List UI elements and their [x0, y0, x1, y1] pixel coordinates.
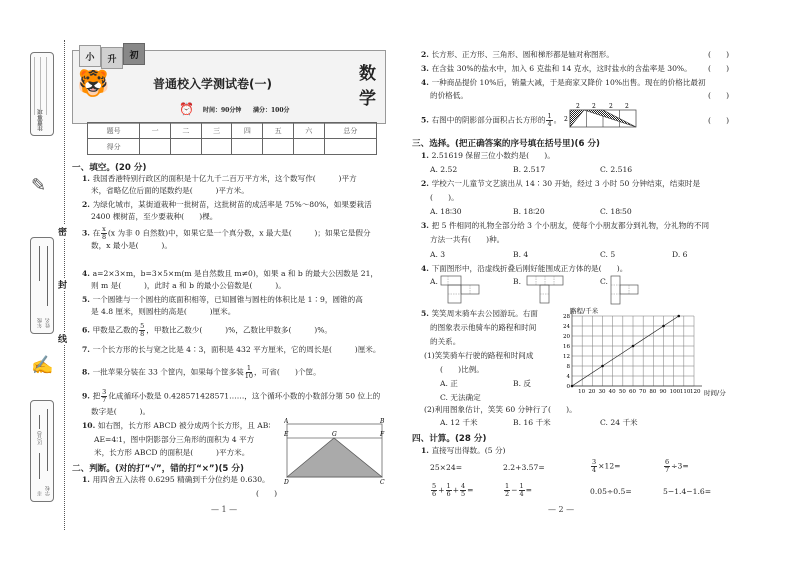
section-4-heading: 四、计算。(28 分) [412, 434, 487, 444]
shaded-right-triangle [584, 110, 636, 127]
width-label: 2 [609, 103, 613, 110]
calc-item: $\frac{6}{7}$ ÷3= [665, 458, 689, 474]
choice-q2-line1: 2. 学校六一儿童节文艺演出从 14∶30 开始，经过 3 小时 50 分钟结束，结束时是 [421, 179, 701, 188]
x-tick-label: 20 [588, 389, 596, 395]
choice-q4: 4. 下面图形中，沿虚线折叠后刚好能围成正方体的是( )。 [421, 264, 628, 273]
tile-xiao: 小 [79, 45, 101, 67]
score-row-label: 得分 [88, 139, 140, 155]
y-tick-label: 4 [566, 374, 570, 380]
rectangle-abcd-figure [284, 418, 388, 488]
calc-item: $\frac{5}{6}$ + $\frac{1}{6}$ + $\frac{4}{5}$ = [432, 482, 474, 498]
score-cell[interactable] [232, 139, 263, 155]
choice-q5-sub2: (2)利用图象估计，笑笑 60 分钟行了( )。 [424, 405, 577, 414]
judge-q4-line2: 的价格低。 [430, 91, 468, 100]
school-info-box [30, 400, 54, 502]
score-cell[interactable] [201, 139, 232, 155]
x-tick-label: 100 [669, 389, 681, 395]
cube-net-b [526, 275, 566, 305]
score-table [87, 122, 377, 155]
exam-full-score: 满分：100分 [253, 107, 290, 114]
y-tick-label: 0 [566, 384, 570, 390]
fraction-1-over-4: $\frac{1}{4}$ [547, 112, 552, 128]
data-point [662, 325, 665, 328]
judge-q5-answer[interactable]: ( ) [708, 116, 730, 125]
choice-q5-line2: 的图象表示他骑车的路程和时间 [430, 323, 537, 332]
page-number-2: — 2 — [548, 505, 575, 514]
choice-q5-line3: 的关系。 [430, 337, 461, 346]
choice-q5-sub1-line1: (1)笑笑骑车行驶的路程和时间成 [424, 351, 534, 360]
seal-feng: 封 [58, 278, 67, 291]
fill-q5-line1: 5. 一个圆锥与一个圆柱的底面积相等，已知圆锥与圆柱的体积比是 1∶9，圆锥的高 [82, 295, 363, 304]
fraction-1-over-10: $\frac{1}{10}$ [244, 364, 254, 380]
fraction-x-over-8: $\frac{x}{8}$ [101, 225, 107, 241]
fill-q9-line1: 9. 把 $\frac{3}{7}$ 化成循环小数是 0.428571428571……，这个循环小数的小数部分第 50 位上的 [82, 388, 381, 404]
shaded-rectangle-figure [562, 101, 642, 131]
subject-char-2: 学 [359, 89, 376, 109]
choice-q1-option-c[interactable]: C. 2.516 [600, 165, 633, 174]
y-tick-label: 8 [566, 364, 570, 370]
calc-q1-heading: 1. 直接写出得数。(5 分) [421, 446, 506, 455]
page-number-1: — 1 — [211, 505, 238, 514]
choice-q3-option-c[interactable]: C. 5 [600, 250, 616, 259]
choice-q1: 1. 2.51619 保留三位小数约是( )。 [421, 151, 555, 160]
chart-x-label: 时间/分 [704, 389, 726, 397]
score-header-cell: 三 [201, 123, 232, 139]
notice-box [30, 52, 54, 136]
label-d: D [284, 479, 289, 486]
fill-q3-line1: 3. 在 $\frac{x}{8}$ (x 为非 0 自然数)中，如果它是一个真分数，x 最大是( )；如果它是假分 [82, 225, 371, 241]
choice-q5-sub2-option-a[interactable]: A. 12 千米 [440, 418, 478, 427]
school-field[interactable] [47, 409, 48, 471]
exam-title: 普通校入学测试卷(一) [153, 77, 272, 91]
y-tick-label: 20 [563, 334, 570, 340]
fill-q8: 8. 一批苹果分装在 33 个筐内，如果每个筐多装 $\frac{1}{10}$ ，可省( )个筐。 [82, 364, 321, 380]
fraction-3-over-7: $\frac{3}{7}$ [102, 388, 107, 404]
fill-q10-line1: 10. 如右图，长方形 ABCD 被分成两个长方形，且 AB∶ [82, 421, 271, 430]
choice-q5-sub1-line2: ( )比例。 [440, 365, 484, 374]
label-e: E [284, 431, 289, 438]
x-tick-label: 70 [639, 389, 647, 395]
height-label: 2 [564, 116, 568, 123]
city-label: 市 [37, 491, 43, 496]
choice-q5-sub2-option-b[interactable]: B. 16 千米 [513, 418, 551, 427]
chart-y-label: 路程/千米 [570, 307, 599, 315]
score-cell[interactable] [263, 139, 294, 155]
district-field[interactable] [39, 415, 40, 429]
judge-q3: 3. 在含盐 30%的盐水中，加入 6 克盐和 14 克水，这时盐水的含盐率是 30%。 [421, 64, 692, 73]
fill-q1-line2: 米，省略亿位后面的尾数约是( )平方米。 [91, 186, 249, 195]
data-point [571, 385, 574, 388]
grade-label: 年级 [37, 318, 43, 328]
calc-item: 0.05÷0.5= [590, 487, 632, 496]
judge-q2-answer[interactable]: ( ) [708, 50, 730, 59]
choice-q1-option-b[interactable]: B. 2.517 [513, 165, 546, 174]
choice-q1-option-a[interactable]: A. 2.52 [430, 165, 458, 174]
subject-char-1: 数 [359, 64, 376, 84]
judge-q1: 1. 用四舍五入法将 0.6295 精确到千分位约是 0.630。 [82, 475, 270, 484]
city-field[interactable] [39, 453, 40, 479]
shaded-triangle [287, 438, 382, 477]
judge-q1-answer[interactable]: ( ) [256, 489, 278, 498]
tile-sheng: 升 [101, 47, 123, 69]
fraction-5-over-8: $\frac{5}{8}$ [140, 322, 145, 338]
fill-q3-line2: 数，x 最小是( )。 [91, 241, 172, 250]
x-tick-label: 60 [629, 389, 636, 395]
choice-q2-option-b[interactable]: B. 18∶20 [513, 207, 545, 216]
choice-q2-line2: ( )。 [430, 193, 459, 202]
choice-q4-option-b[interactable]: B. [513, 277, 521, 286]
fill-q10-line3: 米，长方形 ABCD 的面积是( )平方米。 [94, 448, 250, 457]
score-table-score-row [88, 139, 377, 155]
judge-q4-line1: 4. 一种商品提价 10%后，销量大减，于是商家又降价 10%出售。现在的价格比最初 [421, 78, 706, 87]
section-1-heading: 一、填空。(20 分) [72, 163, 147, 173]
x-tick-label: 90 [659, 389, 667, 395]
x-tick-label: 120 [690, 389, 701, 395]
width-label: 2 [592, 103, 596, 110]
score-header-cell: 六 [293, 123, 324, 139]
calc-item: 25×24= [430, 463, 463, 472]
data-point [677, 315, 680, 318]
cube-net-a [440, 275, 480, 305]
fill-q1-line1: 1. 我国香港特别行政区的面积是十亿九千二百万平方米，这个数写作( )平方 [82, 174, 357, 183]
choice-q4-option-a[interactable]: A. [430, 277, 438, 286]
label-a: A [284, 418, 289, 425]
score-cell[interactable] [140, 139, 171, 155]
calc-item: $\frac{1}{2}$ − $\frac{1}{4}$ = [505, 482, 533, 498]
section-3-heading: 三、选择。(把正确答案的序号填在括号里)(6 分) [412, 139, 600, 149]
judge-q3-answer[interactable]: ( ) [708, 64, 730, 73]
choice-q3-line1: 3. 把 5 件相同的礼物全部分给 3 个小朋友，使每个小朋友都分到礼物，分礼物的不同 [421, 221, 710, 230]
choice-q3-line2: 方法一共有( )种。 [430, 235, 505, 244]
exam-header [72, 50, 386, 124]
tile-chu: 初 [123, 43, 145, 65]
fill-q6: 6. 甲数是乙数的 $\frac{5}{8}$ ，甲数比乙数少( )%，乙数比甲数多( )%。 [82, 322, 333, 338]
shaded-left-triangle [570, 110, 584, 127]
school-label: 学校 [45, 486, 51, 496]
calc-item: $\frac{3}{4}$ ×12= [592, 458, 621, 474]
score-cell[interactable] [324, 139, 376, 155]
cube-net-c [610, 275, 650, 307]
x-tick-label: 30 [598, 389, 606, 395]
data-point [632, 345, 635, 348]
cartoon-reader-icon: ✎ [31, 175, 47, 196]
fill-q9-line2: 数字是( )。 [91, 407, 151, 416]
y-tick-label: 12 [563, 354, 570, 360]
notice-title: 注意事项 [38, 109, 44, 131]
fill-q10-line2: AE=4∶1，图中阴影部分三角形的面积为 4 平方 [94, 435, 255, 444]
choice-q5-sub2-option-c[interactable]: C. 24 千米 [600, 418, 638, 427]
score-header-cell: 二 [171, 123, 202, 139]
choice-q3-option-b[interactable]: B. 4 [513, 250, 529, 259]
choice-q5-sub1-option-b[interactable]: B. 反 [513, 379, 532, 388]
chart-grid [572, 316, 694, 386]
y-tick-label: 24 [563, 324, 570, 330]
x-tick-label: 40 [608, 389, 616, 395]
label-b: B [380, 418, 385, 425]
choice-q5-sub1-option-a[interactable]: A. 正 [440, 379, 458, 388]
calc-item: 2.2+3.57= [503, 463, 545, 472]
width-label: 2 [625, 103, 629, 110]
judge-q4-answer[interactable]: ( ) [708, 91, 730, 100]
student-info-box [30, 237, 54, 334]
exam-time: 时间：90分钟 [203, 107, 242, 114]
fill-q7: 7. 一个长方形的长与宽之比是 4∶3，面积是 432 平方厘米，它的周长是( )厘米。 [82, 345, 381, 354]
choice-q5-line1: 5. 笑笑周末骑车去公园游玩。右面 [421, 309, 538, 318]
choice-q2-option-a[interactable]: A. 18∶30 [430, 207, 462, 216]
score-header-cell: 一 [140, 123, 171, 139]
score-header-cell: 总分 [324, 123, 376, 139]
score-cell[interactable] [171, 139, 202, 155]
score-header-cell: 五 [263, 123, 294, 139]
choice-q2-option-c[interactable]: C. 18∶50 [600, 207, 632, 216]
score-header-cell: 题号 [88, 123, 140, 139]
fill-q2-line2: 2400 棵树苗，至少要栽种( )棵。 [91, 212, 218, 221]
fill-q5-line2: 是 4.8 厘米，则圆柱的高是( )厘米。 [91, 307, 236, 316]
chart-axes [572, 308, 702, 386]
label-g: G [332, 431, 337, 438]
grade-field[interactable] [39, 246, 40, 281]
fill-q4-line1: 4. a=2×3×m，b=3×5×m(m 是自然数且 m≠0)，如果 a 和 b 的最大公因数是 21， [82, 269, 379, 278]
judge-q2: 2. 长方形、正方形、三角形、圆和梯形都是轴对称图形。 [421, 50, 614, 59]
fill-q2-line1: 2. 为绿化城市，某街道栽种一批树苗，这批树苗的成活率是 75%～80%，如果要栽活 [82, 200, 372, 209]
score-table-header-row [88, 123, 377, 139]
choice-q3-option-d[interactable]: D. 6 [672, 250, 688, 259]
calc-item: 5−1.4−1.6= [663, 487, 712, 496]
y-tick-label: 16 [563, 344, 570, 350]
section-2-heading: 二、判断。(对的打“√”，错的打“×”)(5 分) [72, 464, 244, 474]
width-label: 2 [576, 103, 580, 110]
seal-mi: 密 [58, 225, 67, 238]
name-field[interactable] [47, 246, 48, 306]
x-tick-label: 110 [679, 389, 691, 395]
x-tick-label: 50 [618, 389, 626, 395]
score-cell[interactable] [293, 139, 324, 155]
seal-xian: 线 [58, 332, 67, 345]
fill-q4-line2: 则 m 是( )，此时 a 和 b 的最小公倍数是( )。 [91, 281, 286, 290]
distance-time-chart [558, 306, 738, 398]
label-f: F [380, 431, 385, 438]
y-tick-label: 28 [563, 314, 570, 320]
name-label: 姓名 [45, 318, 51, 328]
data-point [601, 365, 604, 368]
cartoon-writer-icon: ✍ [31, 355, 54, 376]
score-header-cell: 四 [232, 123, 263, 139]
tiger-mascot-icon: 🐯 [77, 69, 110, 99]
x-tick-label: 80 [649, 389, 657, 395]
choice-q3-option-a[interactable]: A. 3 [430, 250, 446, 259]
choice-q5-sub1-option-c[interactable]: C. 无法确定 [440, 393, 481, 402]
judge-q5: 5. 右图中的阴影部分面积占长方形的 $\frac{1}{4}$ 。 [421, 112, 562, 128]
label-c: C [380, 479, 385, 486]
x-tick-label: 10 [578, 389, 586, 395]
alarm-clock-icon: ⏰ [179, 102, 194, 116]
choice-q4-option-c[interactable]: C. [600, 277, 608, 286]
district-label: 区(县) [37, 431, 43, 445]
